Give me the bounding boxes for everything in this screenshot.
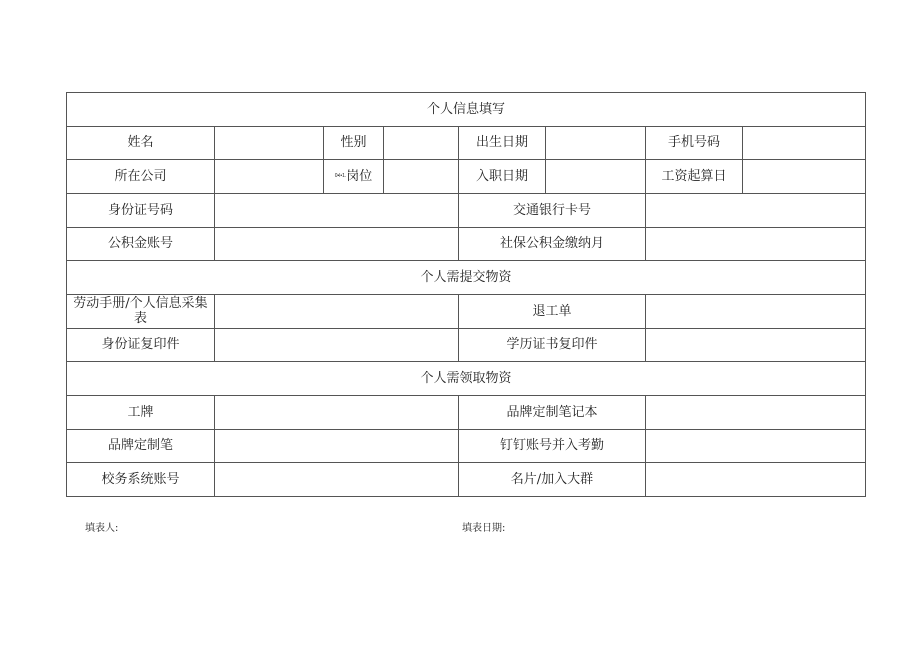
resignation-form-field[interactable] — [646, 294, 866, 328]
phone-field[interactable] — [743, 126, 866, 160]
position-field[interactable] — [384, 160, 459, 194]
id-number-field[interactable] — [215, 193, 459, 227]
label-business-card: 名片/加入大群 — [459, 463, 646, 497]
badge-field[interactable] — [215, 395, 459, 429]
fill-date-label: 填表日期: — [462, 523, 506, 534]
filled-by-label: 填表人: — [85, 523, 119, 534]
table-row — [67, 463, 866, 497]
birth-date-field[interactable] — [546, 126, 646, 160]
table-row — [67, 395, 866, 429]
label-position-cell — [324, 160, 384, 194]
bank-card-field[interactable] — [646, 193, 866, 227]
label-dingtalk: 钉钉账号并入考勤 — [459, 429, 646, 463]
id-copy-field[interactable] — [215, 328, 459, 362]
table-row — [67, 126, 866, 160]
label-name: 姓名 — [67, 126, 215, 160]
label-gender: 性别 — [324, 126, 384, 160]
social-security-month-field[interactable] — [646, 227, 866, 261]
label-brand-notebook: 品牌定制笔记本 — [459, 395, 646, 429]
label-salary-start-date: 工资起算日 — [646, 160, 743, 194]
school-system-field[interactable] — [215, 463, 459, 497]
section-title-receive-materials: 个人需领取物资 — [67, 362, 866, 396]
label-company: 所在公司 — [67, 160, 215, 194]
company-field[interactable] — [215, 160, 324, 194]
section-row-personal-info — [67, 93, 866, 127]
label-id-copy: 身份证复印件 — [67, 328, 215, 362]
label-birth-date: 出生日期 — [459, 126, 546, 160]
entry-date-field[interactable] — [546, 160, 646, 194]
salary-start-date-field[interactable] — [743, 160, 866, 194]
diploma-copy-field[interactable] — [646, 328, 866, 362]
label-brand-pen: 品牌定制笔 — [67, 429, 215, 463]
section-title-submit-materials: 个人需提交物资 — [67, 261, 866, 295]
table-row — [67, 193, 866, 227]
label-fund-account: 公积金账号 — [67, 227, 215, 261]
table-row — [67, 328, 866, 362]
label-bank-card: 交通银行卡号 — [459, 193, 646, 227]
section-title-personal-info: 个人信息填写 — [67, 93, 866, 127]
label-school-system: 校务系统账号 — [67, 463, 215, 497]
labor-manual-field[interactable] — [215, 294, 459, 328]
label-social-security-month: 社保公积金缴纳月 — [459, 227, 646, 261]
brand-pen-field[interactable] — [215, 429, 459, 463]
position-label-prefix: 0•l•1. — [334, 173, 347, 180]
brand-notebook-field[interactable] — [646, 395, 866, 429]
table-row — [67, 227, 866, 261]
label-id-number: 身份证号码 — [67, 193, 215, 227]
table-row — [67, 160, 866, 194]
business-card-field[interactable] — [646, 463, 866, 497]
name-field[interactable] — [215, 126, 324, 160]
label-badge: 工牌 — [67, 395, 215, 429]
label-diploma-copy: 学历证书复印件 — [459, 328, 646, 362]
fund-account-field[interactable] — [215, 227, 459, 261]
table-row — [67, 294, 866, 328]
label-position: 岗位 — [346, 169, 373, 185]
dingtalk-field[interactable] — [646, 429, 866, 463]
gender-field[interactable] — [384, 126, 459, 160]
label-resignation-form: 退工单 — [459, 294, 646, 328]
section-row-receive-materials — [67, 362, 866, 396]
label-labor-manual: 劳动手册/个人信息采集表 — [67, 294, 215, 328]
employee-onboarding-form — [66, 92, 866, 497]
label-entry-date: 入职日期 — [459, 160, 546, 194]
section-row-submit-materials — [67, 261, 866, 295]
table-row — [67, 429, 866, 463]
label-phone: 手机号码 — [646, 126, 743, 160]
